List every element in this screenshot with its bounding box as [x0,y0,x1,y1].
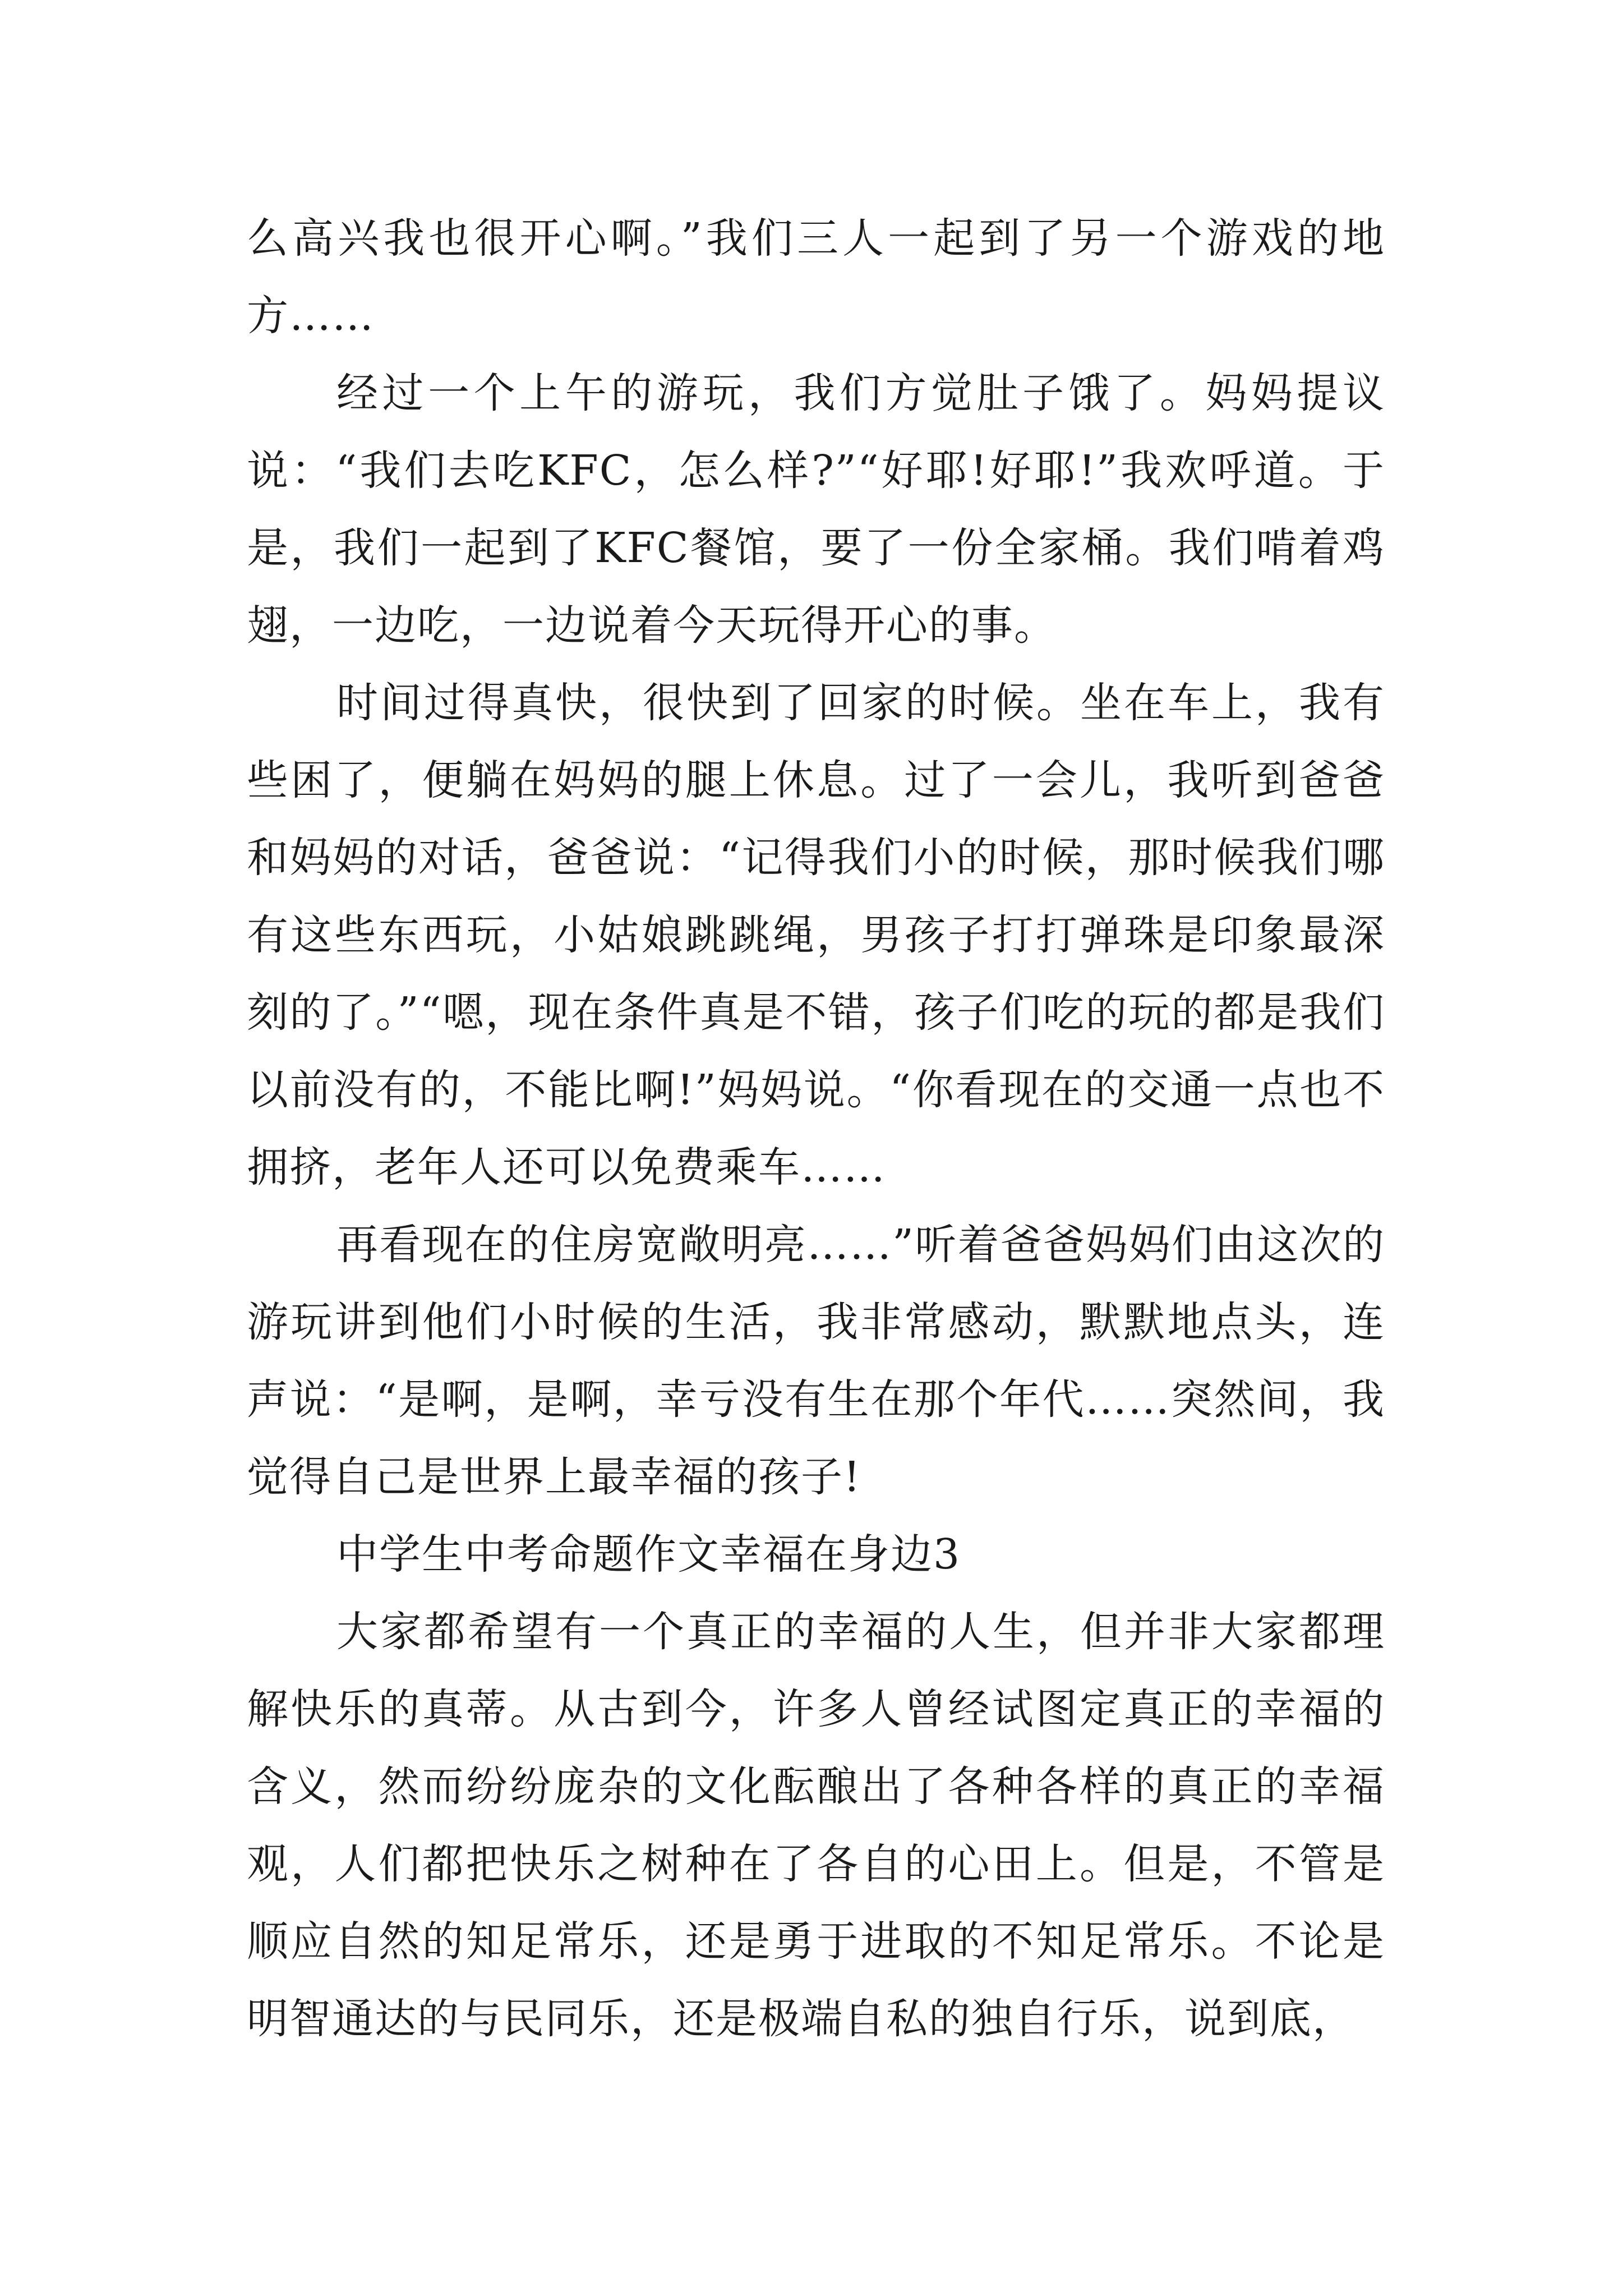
document-body [247,200,1385,2058]
essay-heading: 中学生中考命题作文幸福在身边3 [336,1530,961,1579]
paragraph-continuation: 么高兴我也很开心啊。”我们三人一起到了另一个游戏的地方…… [247,214,1385,340]
paragraph-ride-home: 时间过得真快，很快到了回家的时候。坐在车上，我有些困了，便躺在妈妈的腿上休息。过了一会儿，我听到爸爸和妈妈的对话，爸爸说：“记得我们小的时候，那时候我们哪有这些东西玩，小姑娘跳跳绳，男孩子打打弹珠是印象最深刻的了。”“嗯，现在条件真是不错，孩子们吃的玩的都是我们以前没有的，不能比啊!”妈妈说。“你看现在的交通一点也不拥挤，老年人还可以免费乘车…… [247,679,1385,1191]
paragraph-happiest-child: 再看现在的住房宽敞明亮……”听着爸爸妈妈们由这次的游玩讲到他们小时候的生活，我非常感动，默默地点头，连声说：“是啊，是啊，幸亏没有生在那个年代……突然间，我觉得自己是世界上最幸福的孩子! [247,1221,1385,1501]
paragraph-meaning-of-happiness: 大家都希望有一个真正的幸福的人生，但并非大家都理解快乐的真蒂。从古到今，许多人曾经试图定真正的幸福的含义，然而纷纷庞杂的文化酝酿出了各种各样的真正的幸福观，人们都把快乐之树种在了各自的心田上。但是，不管是顺应自然的知足常乐，还是勇于进取的不知足常乐。不论是明智通达的与民同乐，还是极端自私的独自行乐，说到底， [247,1608,1385,2043]
paragraph-kfc-lunch: 经过一个上午的游玩，我们方觉肚子饿了。妈妈提议说：“我们去吃KFC，怎么样?”“好耶!好耶!”我欢呼道。于是，我们一起到了KFC餐馆，要了一份全家桶。我们啃着鸡翅，一边吃，一边说着今天玩得开心的事。 [247,369,1385,650]
